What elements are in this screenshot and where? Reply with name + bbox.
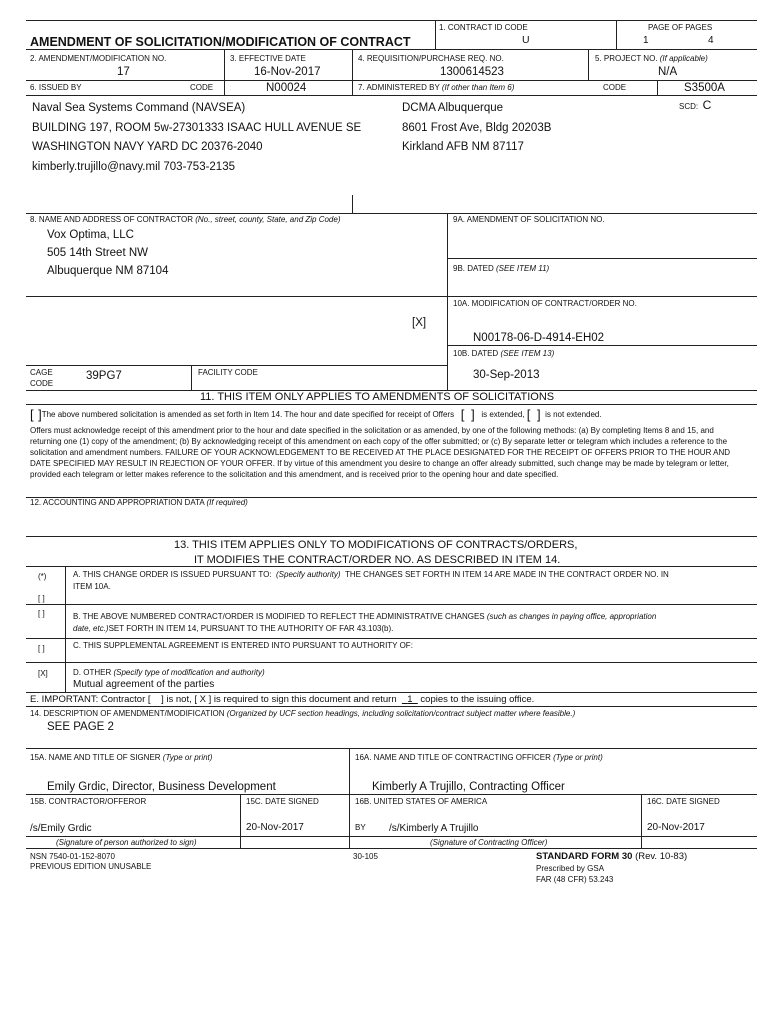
rule: [26, 365, 447, 366]
rule: [26, 604, 757, 605]
page-number: 1: [643, 35, 649, 46]
contractor-label: 8. NAME AND ADDRESS OF CONTRACTOR (No., street, county, State, and Zip Code): [30, 215, 341, 224]
prescribed-by: Prescribed by GSA: [536, 864, 605, 873]
cage-label-2: CODE: [30, 379, 54, 388]
item-10b-label: 10B. DATED (SEE ITEM 13): [453, 349, 555, 358]
rule: [657, 80, 658, 95]
item-16c-value: 20-Nov-2017: [647, 822, 705, 833]
previous-edition-note: PREVIOUS EDITION UNUSABLE: [30, 862, 152, 871]
item-16b-signature: /s/Kimberly A Trujillo: [389, 823, 479, 834]
rule: [26, 848, 757, 849]
amendment-no-label: 2. AMENDMENT/MODIFICATION NO.: [30, 54, 167, 63]
rule: [26, 836, 757, 837]
item-15a-label: 15A. NAME AND TITLE OF SIGNER (Type or print): [30, 753, 213, 762]
rule: [616, 20, 617, 49]
rule: [191, 365, 192, 390]
rule: [435, 20, 436, 49]
standard-form-name: STANDARD FORM 30 (Rev. 10-83): [536, 851, 688, 862]
admin-line-2: 8601 Frost Ave, Bldg 20203B: [402, 122, 552, 134]
facility-code-label: FACILITY CODE: [198, 368, 258, 377]
form-code: 30-105: [353, 852, 378, 861]
item-10b-value: 30-Sep-2013: [473, 369, 540, 381]
item-15c-value: 20-Nov-2017: [246, 822, 304, 833]
rule: [352, 195, 353, 213]
item-15c-label: 15C. DATE SIGNED: [246, 797, 319, 806]
rule: [26, 213, 757, 214]
project-no-value: N/A: [658, 66, 678, 78]
issuer-line-1: Naval Sea Systems Command (NAVSEA): [32, 102, 246, 114]
checkbox-13c[interactable]: [ ]: [38, 644, 45, 653]
issuer-line-3: WASHINGTON NAVY YARD DC 20376-2040: [32, 141, 263, 153]
item-13-heading-2: IT MODIFIES THE CONTRACT/ORDER NO. AS DESCRIBED IN ITEM 14.: [194, 554, 561, 566]
rule: [588, 49, 589, 80]
rule: [224, 49, 225, 95]
contractor-line-2: 505 14th Street NW: [47, 247, 148, 259]
admin-line-1: DCMA Albuquerque: [402, 102, 504, 114]
rule: [26, 49, 757, 50]
mark-star: (*): [38, 572, 47, 581]
rule: [26, 296, 757, 297]
admin-code-label: CODE: [603, 83, 627, 92]
scd: SCD: C: [679, 98, 712, 112]
issued-code-value: N00024: [266, 82, 307, 94]
rule: [26, 80, 757, 81]
item-15a-value: Emily Grdic, Director, Business Development: [47, 781, 276, 793]
item-15b-signature: /s/Emily Grdic: [30, 823, 92, 834]
item-15b-label: 15B. CONTRACTOR/OFFEROR: [30, 797, 147, 806]
amendment-no-value: 17: [117, 66, 130, 78]
issuer-line-2: BUILDING 197, ROOM 5w-27301333 ISAAC HULL AVENUE SE: [32, 122, 362, 134]
item-13a-text: A. THIS CHANGE ORDER IS ISSUED PURSUANT TO: (Specify authority) THE CHANGES SET FORTH IN ITEM 14 ARE MADE IN THE CONTRACT ORDER NO. IN: [73, 570, 669, 579]
rule: [349, 748, 350, 848]
far-reference: FAR (48 CFR) 53.243: [536, 875, 614, 884]
item-11-line-1: [ ]The above numbered solicitation is amended as set forth in Item 14. The hour and date specified for receipt of Offers [ ] is extended, [ ] is not extended.: [30, 407, 602, 422]
requisition-label: 4. REQUISITION/PURCHASE REQ. NO.: [358, 54, 504, 63]
item-16b-label: 16B. UNITED STATES OF AMERICA: [355, 797, 488, 806]
accounting-data-label: 12. ACCOUNTING AND APPROPRIATION DATA (If required): [30, 498, 248, 507]
page-of-pages-label: PAGE OF PAGES: [648, 23, 713, 32]
item-14-label: 14. DESCRIPTION OF AMENDMENT/MODIFICATION (Organized by UCF section headings, including solicitation/contract subject matter where feasible.): [30, 709, 576, 718]
rule: [26, 638, 757, 639]
item-13c-text: C. THIS SUPPLEMENTAL AGREEMENT IS ENTERED INTO PURSUANT TO AUTHORITY OF:: [73, 641, 413, 650]
admin-line-3: Kirkland AFB NM 87117: [402, 141, 524, 153]
signature-caption-15: (Signature of person authorized to sign): [56, 838, 197, 847]
rule: [352, 49, 353, 95]
cage-label-1: CAGE: [30, 368, 53, 377]
item-16a-value: Kimberly A Trujillo, Contracting Officer: [372, 781, 565, 793]
contract-id-value: U: [522, 34, 530, 46]
rule: [447, 258, 757, 259]
rule: [240, 794, 241, 848]
rule: [26, 566, 757, 567]
contract-id-label: 1. CONTRACT ID CODE: [439, 23, 528, 32]
rule: [65, 566, 66, 692]
important-line: E. IMPORTANT: Contractor [ ] is not, [ X ] is required to sign this document and return 1 copies to the issuing office.: [30, 694, 535, 705]
rule: [26, 662, 757, 663]
rule: [26, 692, 757, 693]
item-13d-text: D. OTHER (Specify type of modification and authority): [73, 668, 265, 677]
item-13b-text: B. THE ABOVE NUMBERED CONTRACT/ORDER IS MODIFIED TO REFLECT THE ADMINISTRATIVE CHANGES (such as changes in paying office, appropriation: [73, 612, 657, 621]
contractor-line-1: Vox Optima, LLC: [47, 229, 134, 241]
item-14-value: SEE PAGE 2: [47, 721, 114, 733]
rule: [447, 345, 757, 346]
rule: [26, 706, 757, 707]
signature-caption-16: (Signature of Contracting Officer): [430, 838, 548, 847]
rule: [26, 748, 757, 749]
issued-by-label: 6. ISSUED BY: [30, 83, 82, 92]
effective-date-label: 3. EFFECTIVE DATE: [230, 54, 306, 63]
contractor-line-3: Albuquerque NM 87104: [47, 265, 169, 277]
rule: [26, 794, 757, 795]
item-10a-label: 10A. MODIFICATION OF CONTRACT/ORDER NO.: [453, 299, 637, 308]
rule: [26, 95, 757, 96]
nsn-number: NSN 7540-01-152-8070: [30, 852, 115, 861]
item-11-heading: 11. THIS ITEM ONLY APPLIES TO AMENDMENTS OF SOLICITATIONS: [200, 391, 555, 403]
rule: [26, 20, 757, 21]
item-11-instructions: Offers must acknowledge receipt of this amendment prior to the hour and date specified in the solicitation or as amended, by one of the following methods: (a) By completing Items 8 and 15, and returning one (1) copy of the amendment; (b) By acknowledging receipt of this amendment on each copy of the offer submitted; or (c) By separate letter or telegram which includes a reference to the solicitation and amendment numbers. FAILURE OF YOUR ACKNOWLEDGEMENT TO BE RECEIVED AT THE PLACE DESIGNATED FOR THE RECEIPT OF OFFERS PRIOR TO THE HOUR AND DATE SPECIFIED MAY RESULT IN REJECTION OF YOUR OFFER. If by virtue of this amendment you desire to change an offer already submitted, such change may be made by telegram or letter, provided each telegram or letter makes reference to the solicitation and this amendment, and is received prior to the opening hour and date specified.: [30, 426, 731, 479]
item-10a-value: N00178-06-D-4914-EH02: [473, 332, 605, 344]
administered-by-label: 7. ADMINISTERED BY (If other than Item 6): [358, 83, 515, 92]
page-total: 4: [708, 35, 714, 46]
cage-code-value: 39PG7: [86, 370, 122, 382]
item-13-heading-1: 13. THIS ITEM APPLIES ONLY TO MODIFICATIONS OF CONTRACTS/ORDERS,: [174, 539, 578, 551]
item-13b-text-2: date, etc.)SET FORTH IN ITEM 14, PURSUANT TO THE AUTHORITY OF FAR 43.103(b).: [73, 624, 394, 633]
effective-date-value: 16-Nov-2017: [254, 66, 321, 78]
rule: [641, 794, 642, 848]
checkbox-13d[interactable]: [X]: [38, 669, 48, 678]
issuer-line-4: kimberly.trujillo@navy.mil 703-753-2135: [32, 161, 235, 173]
item-13d-value: Mutual agreement of the parties: [73, 679, 215, 690]
item-16a-label: 16A. NAME AND TITLE OF CONTRACTING OFFICER (Type or print): [355, 753, 603, 762]
item-13a-text-2: ITEM 10A.: [73, 582, 111, 591]
requisition-value: 1300614523: [440, 66, 504, 78]
item-9b-label: 9B. DATED (SEE ITEM 11): [453, 264, 550, 273]
by-label: BY: [355, 823, 366, 832]
rule: [26, 404, 757, 405]
checkbox-10a[interactable]: [X]: [412, 317, 427, 329]
form-title: AMENDMENT OF SOLICITATION/MODIFICATION OF CONTRACT: [30, 35, 411, 49]
project-no-label: 5. PROJECT NO. (If applicable): [595, 54, 708, 63]
rule: [447, 213, 448, 390]
issued-code-label: CODE: [190, 83, 214, 92]
rule: [26, 536, 757, 537]
checkbox-13b[interactable]: [ ]: [38, 609, 45, 618]
checkbox-13a[interactable]: [ ]: [38, 594, 45, 603]
item-16c-label: 16C. DATE SIGNED: [647, 797, 720, 806]
admin-code-value: S3500A: [684, 82, 725, 94]
item-9a-label: 9A. AMENDMENT OF SOLICITATION NO.: [453, 215, 605, 224]
